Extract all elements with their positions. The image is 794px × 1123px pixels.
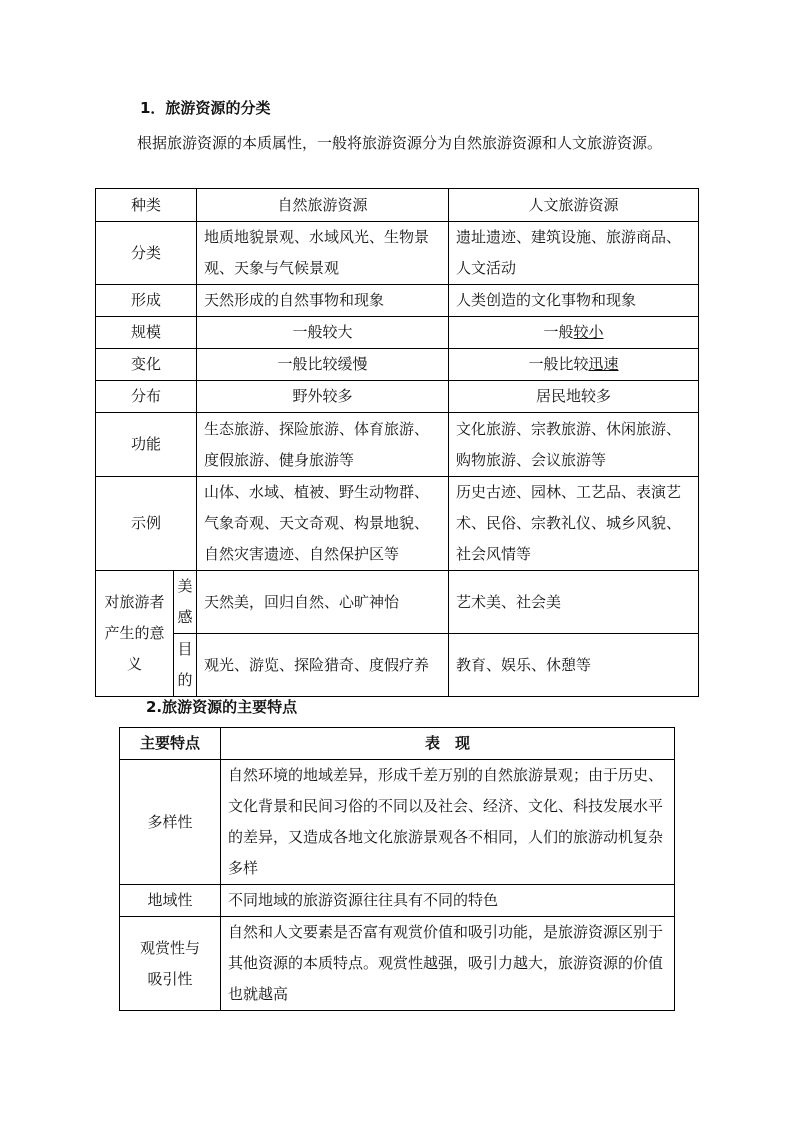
human-cell: 艺术美、社会美	[449, 571, 699, 634]
significance-label: 对旅游者产生的意义	[96, 571, 174, 697]
feature-text: 不同地域的旅游资源往往具有不同的特色	[221, 885, 675, 917]
row-label: 功能	[96, 413, 197, 477]
table-row	[96, 571, 699, 634]
header-cell: 种类	[96, 189, 197, 222]
human-cell: 历史古迹、园林、工艺品、表演艺术、民俗、宗教礼仪、城乡风貌、社会风情等	[449, 477, 699, 571]
table-row	[96, 413, 699, 477]
table-row	[120, 760, 675, 885]
table-row	[120, 885, 675, 917]
header-cell: 自然旅游资源	[197, 189, 449, 222]
header-cell: 主要特点	[120, 728, 221, 760]
row-label: 变化	[96, 349, 197, 381]
underlined-answer: 迅速	[588, 355, 619, 373]
row-label: 规模	[96, 317, 197, 349]
human-cell	[449, 317, 699, 349]
table-row	[96, 349, 699, 381]
feature-label: 地域性	[120, 885, 221, 917]
natural-cell: 地质地貌景观、水域风光、生物景观、天象与气候景观	[197, 222, 449, 285]
table-header-row	[96, 189, 699, 222]
natural-cell: 一般比较缓慢	[197, 349, 449, 381]
row-label: 形成	[96, 285, 197, 317]
table-row	[96, 317, 699, 349]
classification-table	[95, 188, 699, 697]
table-row	[96, 634, 699, 697]
section2-heading: 2.旅游资源的主要特点	[146, 698, 298, 716]
human-cell: 教育、娱乐、休憩等	[449, 634, 699, 697]
section1-paragraph: 根据旅游资源的本质属性，一般将旅游资源分为自然旅游资源和人文旅游资源。	[137, 134, 663, 152]
feature-label: 观赏性与吸引性	[120, 917, 221, 1011]
header-cell: 表 现	[221, 728, 675, 760]
natural-cell: 天然形成的自然事物和现象	[197, 285, 449, 317]
sub-label: 目的	[174, 634, 197, 697]
human-cell: 居民地较多	[449, 381, 699, 413]
feature-text: 自然和人文要素是否富有观赏价值和吸引功能，是旅游资源区别于其他资源的本质特点。观赏性越强，吸引力越大，旅游资源的价值也就越高	[221, 917, 675, 1011]
human-text: 一般	[543, 323, 574, 341]
section1-heading: 1．旅游资源的分类	[140, 99, 271, 117]
natural-cell: 天然美，回归自然、心旷神怡	[197, 571, 449, 634]
human-cell: 遗址遗迹、建筑设施、旅游商品、人文活动	[449, 222, 699, 285]
table-row	[96, 222, 699, 285]
table-row	[120, 917, 675, 1011]
underlined-answer: 较小	[573, 323, 604, 341]
row-label: 分布	[96, 381, 197, 413]
row-label: 分类	[96, 222, 197, 285]
features-table	[119, 727, 675, 1011]
header-cell: 人文旅游资源	[449, 189, 699, 222]
natural-cell: 野外较多	[197, 381, 449, 413]
feature-label: 多样性	[120, 760, 221, 885]
natural-cell: 生态旅游、探险旅游、体育旅游、度假旅游、健身旅游等	[197, 413, 449, 477]
human-cell: 文化旅游、宗教旅游、休闲旅游、购物旅游、会议旅游等	[449, 413, 699, 477]
row-label: 示例	[96, 477, 197, 571]
human-cell	[449, 349, 699, 381]
human-text: 一般比较	[528, 355, 589, 373]
table-row	[96, 477, 699, 571]
natural-cell: 一般较大	[197, 317, 449, 349]
table-row	[96, 285, 699, 317]
human-cell: 人类创造的文化事物和现象	[449, 285, 699, 317]
sub-label: 美感	[174, 571, 197, 634]
table-header-row	[120, 728, 675, 760]
feature-text: 自然环境的地域差异，形成千差万别的自然旅游景观；由于历史、文化背景和民间习俗的不同以及社会、经济、文化、科技发展水平的差异，又造成各地文化旅游景观各不相同，人们的旅游动机复杂多样	[221, 760, 675, 885]
table-row	[96, 381, 699, 413]
natural-cell: 观光、游览、探险猎奇、度假疗养	[197, 634, 449, 697]
natural-cell: 山体、水域、植被、野生动物群、气象奇观、天文奇观、构景地貌、自然灾害遗迹、自然保护区等	[197, 477, 449, 571]
